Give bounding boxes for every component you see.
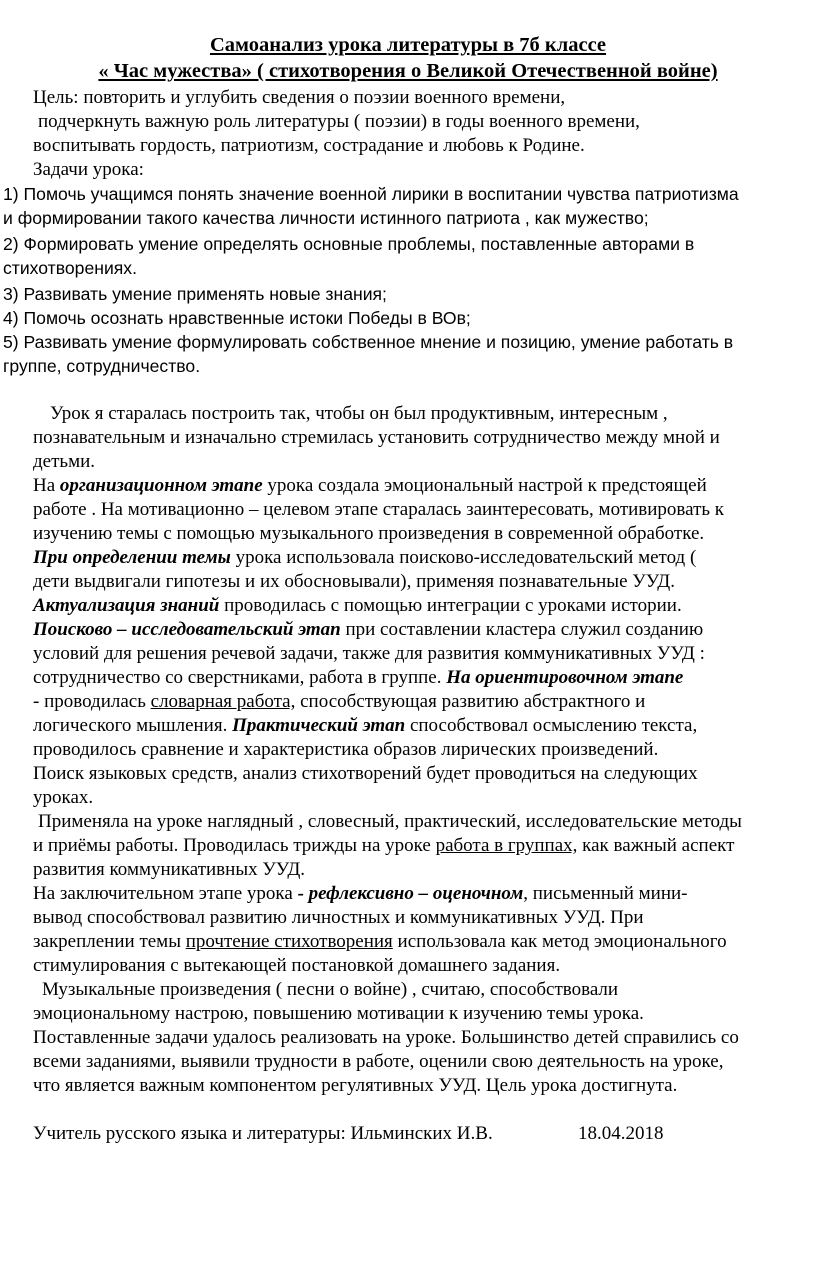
task-3: 3) Развивать умение применять новые знания;: [3, 284, 387, 304]
goal-line-3: воспитывать гордость, патриотизм, сострадание и любовь к Родине.: [33, 135, 585, 156]
task-1-line-2: и формировании такого качества личности истинного патриота , как мужество;: [3, 208, 649, 228]
body-line-21: [33, 882, 688, 906]
body-line-26: эмоциональному настрою, повышению мотивации к изучению темы урока.: [33, 1003, 644, 1024]
emphasis-orientation-stage: На ориентировочном этапе: [446, 667, 684, 688]
body-line-19: [33, 834, 734, 858]
emphasis-org-stage: организационном этапе: [59, 475, 263, 496]
goal-line-1: Цель: повторить и углубить сведения о поэзии военного времени,: [33, 87, 566, 108]
body-line-11: условий для решения речевой задачи, также для развития коммуникативных УУД :: [33, 643, 705, 664]
emphasis-actualization: Актуализация знаний: [33, 595, 220, 616]
text-segment: и приёмы работы. Проводилась трижды на уроке: [33, 835, 436, 856]
signature-date: 18.04.2018: [578, 1123, 664, 1144]
text-segment: урока использовала поисково-исследовательский метод (: [230, 547, 697, 568]
title-line-1: Самоанализ урока литературы в 7б классе: [209, 34, 607, 56]
body-line-3: детьми.: [33, 451, 96, 472]
text-segment: проводилась с помощью интеграции с уроками истории.: [219, 595, 682, 616]
emphasis-research-stage: Поисково – исследовательский этап: [33, 619, 341, 640]
text-segment: использовала как метод эмоционального: [392, 931, 727, 952]
body-line-20: развития коммуникативных УУД.: [33, 859, 306, 880]
body-line-8: дети выдвигали гипотезы и их обосновывали), применяя познавательные УУД.: [33, 571, 675, 592]
body-line-5: работе . На мотивационно – целевом этапе старалась заинтересовать, мотивировать к: [33, 499, 725, 520]
body-line-28: всеми заданиями, выявили трудности в работе, оценили свою деятельность на уроке,: [33, 1051, 724, 1072]
signature-teacher: Учитель русского языка и литературы: Ильминских И.В.: [33, 1123, 493, 1144]
body-line-14: [33, 714, 697, 738]
body-line-27: Поставленные задачи удалось реализовать на уроке. Большинство детей справились со: [33, 1027, 739, 1048]
title-line-2: « Час мужества» ( стихотворения о Великой Отечественной войне): [98, 60, 718, 82]
underlined-poem-reading: прочтение стихотворения: [185, 931, 393, 952]
body-line-13: [33, 690, 645, 714]
underlined-group-work: работа в группах,: [435, 835, 578, 856]
task-5-line-1: 5) Развивать умение формулировать собственное мнение и позицию, умение работать в: [3, 332, 734, 352]
body-line-18: Применяла на уроке наглядный , словесный, практический, исследовательские методы: [38, 811, 742, 832]
text-segment: закреплении темы: [33, 931, 186, 952]
body-line-17: уроках.: [33, 787, 94, 808]
task-2-line-1: 2) Формировать умение определять основные проблемы, поставленные авторами в: [3, 234, 695, 254]
text-segment: , письменный мини-: [523, 883, 688, 904]
text-segment: На заключительном этапе урока: [33, 883, 298, 904]
body-line-15: проводилось сравнение и характеристика образов лирических произведений.: [33, 739, 659, 760]
text-segment: На: [33, 475, 60, 496]
text-segment: при составлении кластера служил созданию: [340, 619, 704, 640]
body-line-16: Поиск языковых средств, анализ стихотворений будет проводиться на следующих: [33, 763, 698, 784]
goal-line-2: подчеркнуть важную роль литературы ( поэзии) в годы военного времени,: [38, 111, 640, 132]
task-5-line-2: группе, сотрудничество.: [3, 356, 201, 376]
body-line-12: [33, 666, 683, 690]
body-line-24: стимулирования с вытекающей постановкой домашнего задания.: [33, 955, 561, 976]
body-line-1: Урок я старалась построить так, чтобы он был продуктивным, интересным ,: [50, 403, 668, 424]
text-segment: способствующая развитию абстрактного и: [295, 691, 646, 712]
text-segment: урока создала эмоциональный настрой к предстоящей: [262, 475, 707, 496]
text-segment: логического мышления.: [33, 715, 233, 736]
task-4: 4) Помочь осознать нравственные истоки Победы в ВОв;: [3, 308, 471, 328]
tasks-heading: Задачи урока:: [33, 159, 144, 180]
emphasis-topic: При определении темы: [33, 547, 231, 568]
text-segment: как важный аспект: [577, 835, 735, 856]
body-line-7: [33, 546, 696, 570]
body-line-2: познавательным и изначально стремилась установить сотрудничество между мной и: [33, 427, 720, 448]
body-line-23: [33, 930, 727, 954]
body-line-10: [33, 618, 703, 642]
body-line-22: вывод способствовал развитию личностных и коммуникативных УУД. При: [33, 907, 644, 928]
emphasis-practical-stage: Практический этап: [232, 715, 406, 736]
body-line-9: [33, 594, 682, 618]
body-line-29: что является важным компонентом регулятивных УУД. Цель урока достигнута.: [33, 1075, 678, 1096]
task-2-line-2: стихотворениях.: [3, 258, 137, 278]
text-segment: сотрудничество со сверстниками, работа в группе.: [33, 667, 447, 688]
text-segment: - проводилась: [33, 691, 151, 712]
emphasis-reflexive-stage: - рефлексивно – оценочном: [297, 883, 524, 904]
text-segment: способствовал осмыслению текста,: [405, 715, 698, 736]
body-line-4: [33, 474, 707, 498]
body-line-6: изучению темы с помощью музыкального произведения в современной обработке.: [33, 523, 705, 544]
body-line-25: Музыкальные произведения ( песни о войне) , считаю, способствовали: [42, 979, 619, 1000]
task-1-line-1: 1) Помочь учащимся понять значение военной лирики в воспитании чувства патриотизма: [3, 184, 739, 204]
underlined-vocabulary-work: словарная работа,: [150, 691, 296, 712]
